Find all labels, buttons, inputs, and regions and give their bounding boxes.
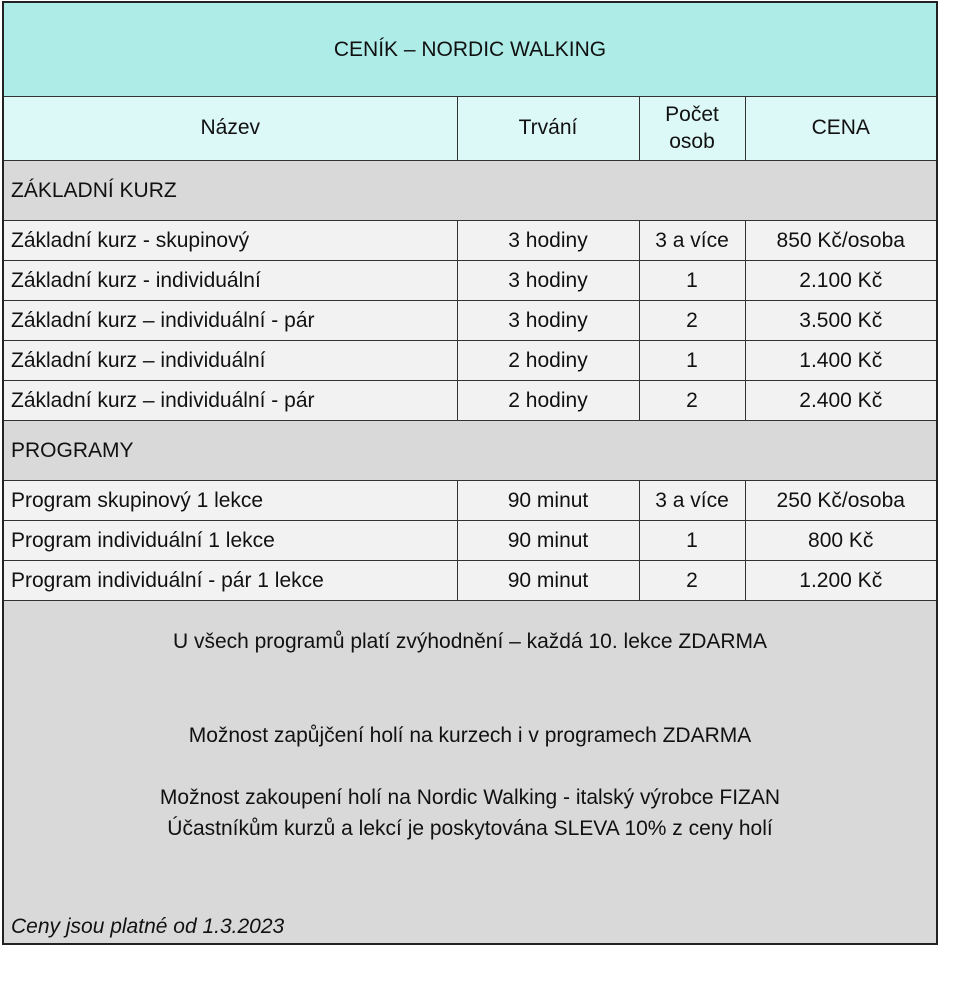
row-duration: 90 minut — [457, 561, 639, 601]
section-label: ZÁKLADNÍ KURZ — [4, 161, 936, 221]
row-name: Program skupinový 1 lekce — [4, 481, 457, 521]
table-row — [4, 341, 936, 381]
price-list-title: CENÍK – NORDIC WALKING — [4, 3, 936, 97]
row-name: Základní kurz – individuální — [4, 341, 457, 381]
row-duration: 90 minut — [457, 481, 639, 521]
row-duration: 3 hodiny — [457, 221, 639, 261]
header-name: Název — [4, 97, 457, 161]
table-row — [4, 221, 936, 261]
table-row — [4, 521, 936, 561]
row-price: 3.500 Kč — [745, 301, 936, 341]
row-name: Základní kurz - skupinový — [4, 221, 457, 261]
header-persons-line2: osob — [669, 129, 715, 153]
row-name: Program individuální 1 lekce — [4, 521, 457, 561]
row-name: Základní kurz – individuální - pár — [4, 381, 457, 421]
row-persons: 2 — [639, 301, 745, 341]
section-row-basic — [4, 161, 936, 221]
row-price: 250 Kč/osoba — [745, 481, 936, 521]
row-duration: 90 minut — [457, 521, 639, 561]
validity-footer: Ceny jsou platné od 1.3.2023 — [11, 915, 285, 938]
row-persons: 2 — [639, 381, 745, 421]
row-persons: 1 — [639, 261, 745, 301]
row-persons: 3 a více — [639, 481, 745, 521]
section-row-programs — [4, 421, 936, 481]
table-row — [4, 301, 936, 341]
row-persons: 1 — [639, 521, 745, 561]
row-price: 1.400 Kč — [745, 341, 936, 381]
row-price: 2.100 Kč — [745, 261, 936, 301]
row-duration: 3 hodiny — [457, 301, 639, 341]
row-duration: 2 hodiny — [457, 381, 639, 421]
header-row — [4, 97, 936, 161]
table-row — [4, 561, 936, 601]
row-price: 850 Kč/osoba — [745, 221, 936, 261]
table-row — [4, 481, 936, 521]
header-duration: Trvání — [457, 97, 639, 161]
row-price: 800 Kč — [745, 521, 936, 561]
note-bonus: U všech programů platí zvýhodnění – každá 10. lekce ZDARMA — [172, 630, 768, 653]
row-duration: 3 hodiny — [457, 261, 639, 301]
header-persons-line1: Počet — [665, 103, 719, 127]
price-list-sheet — [2, 1, 938, 945]
section-label: PROGRAMY — [4, 421, 936, 481]
row-persons: 2 — [639, 561, 745, 601]
note-discount: Účastníkům kurzů a lekcí je poskytována SLEVA 10% z ceny holí — [167, 817, 773, 840]
row-price: 2.400 Kč — [745, 381, 936, 421]
table-row — [4, 261, 936, 301]
note-purchase: Možnost zakoupení holí na Nordic Walking - italský výrobce FIZAN — [159, 786, 781, 809]
row-price: 1.200 Kč — [745, 561, 936, 601]
row-name: Program individuální - pár 1 lekce — [4, 561, 457, 601]
row-persons: 3 a více — [639, 221, 745, 261]
row-persons: 1 — [639, 341, 745, 381]
price-table — [4, 96, 936, 601]
header-persons — [639, 97, 745, 161]
row-name: Základní kurz - individuální — [4, 261, 457, 301]
header-price: CENA — [745, 97, 936, 161]
note-rental: Možnost zapůjčení holí na kurzech i v programech ZDARMA — [188, 724, 752, 747]
row-duration: 2 hodiny — [457, 341, 639, 381]
row-name: Základní kurz – individuální - pár — [4, 301, 457, 341]
table-row — [4, 381, 936, 421]
